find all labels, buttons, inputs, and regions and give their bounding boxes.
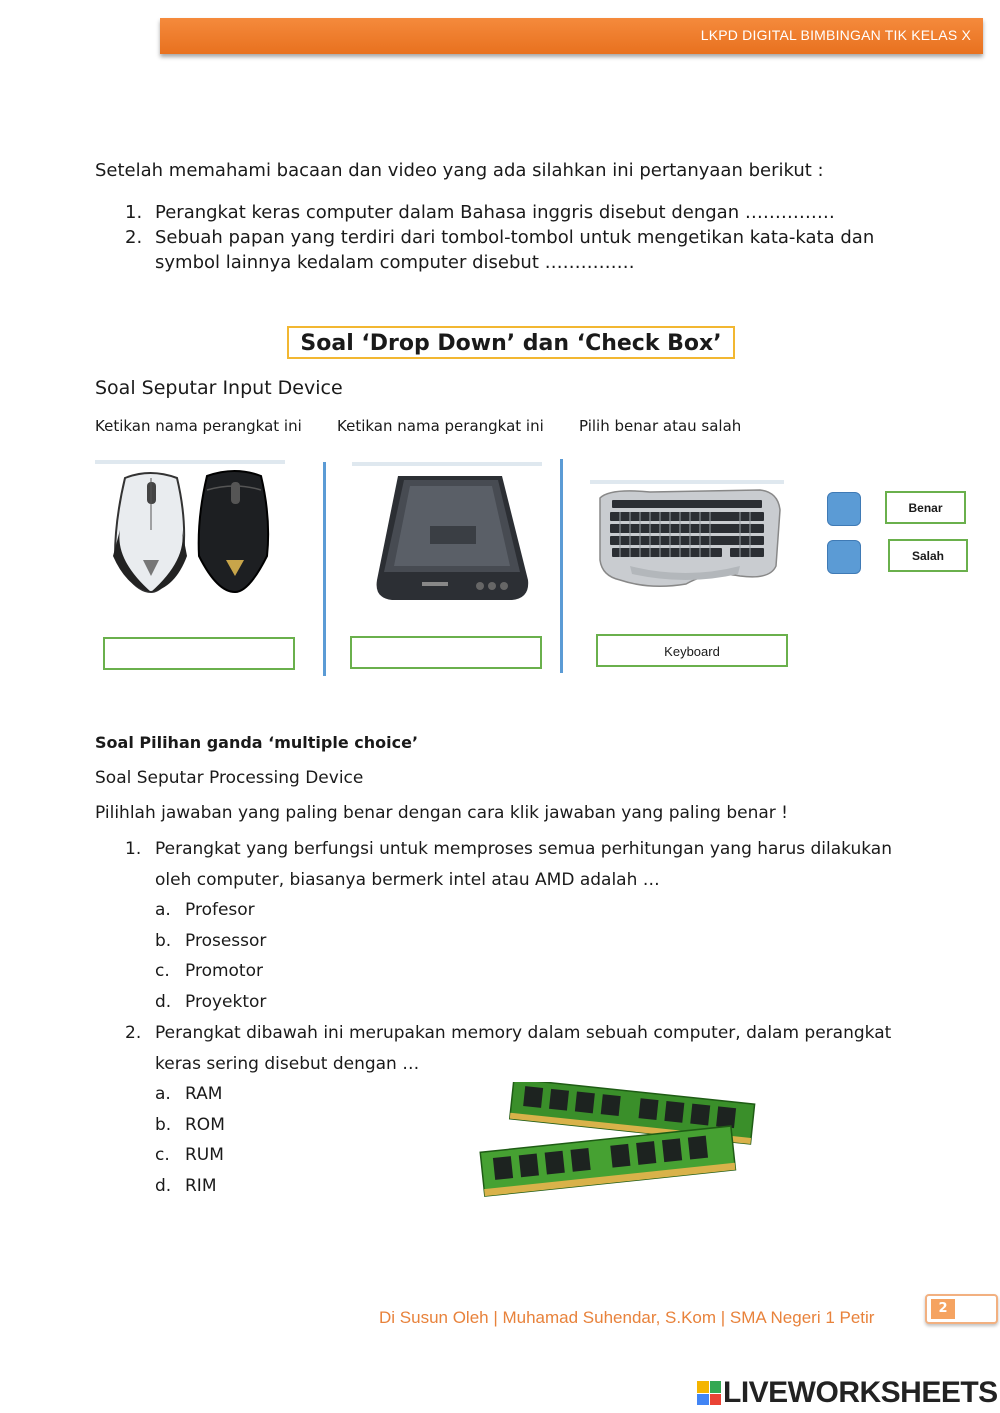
liveworksheets-logo [697,1376,998,1410]
option-1d[interactable] [155,992,266,1012]
option-text: Profesor [185,900,255,920]
mc-section-title: Soal Pilihan ganda ‘multiple choice’ [95,733,419,752]
option-text: RUM [185,1145,224,1165]
question-text: Perangkat keras computer dalam Bahasa inggris disebut dengan …………… [155,202,835,223]
answer-input-scanner[interactable] [350,636,542,669]
option-2b[interactable] [155,1115,225,1135]
option-letter: d. [155,992,172,1012]
salah-checkbox[interactable] [827,540,861,574]
option-text: Prosessor [185,931,267,951]
question-number: 2. [125,227,143,248]
answer-input-keyboard[interactable] [596,634,788,667]
mouse-image [95,460,285,600]
page-number-tab [925,1294,998,1324]
keyboard-image [590,480,784,590]
scanner-image [352,462,542,607]
option-letter: a. [155,1084,171,1104]
question-number: 2. [125,1023,142,1043]
caption-scanner: Ketikan nama perangkat ini [337,417,544,435]
answer-text: Keyboard [664,644,720,659]
salah-label: Salah [888,539,968,572]
mc-instruction: Pilihlah jawaban yang paling benar dengan cara klik jawaban yang paling benar ! [95,803,788,823]
option-letter: b. [155,1115,172,1135]
question-number: 1. [125,839,142,859]
option-text: RAM [185,1084,223,1104]
answer-input-mouse[interactable] [103,637,295,670]
caption-mouse: Ketikan nama perangkat ini [95,417,302,435]
option-2c[interactable] [155,1145,224,1165]
question-number: 1. [125,202,143,223]
option-text: Proyektor [185,992,267,1012]
option-text: RIM [185,1176,217,1196]
header-bar [160,18,983,54]
option-letter: d. [155,1176,172,1196]
option-2d[interactable] [155,1176,217,1196]
mc-section-subtitle: Soal Seputar Processing Device [95,768,364,788]
option-1c[interactable] [155,961,263,981]
question-text: Perangkat yang berfungsi untuk memproses semua perhitungan yang harus dilakukan oleh computer, biasanya bermerk intel atau AMD adalah … [155,839,892,890]
column-divider [323,462,326,676]
header-title: LKPD DIGITAL BIMBINGAN TIK KELAS X [700,27,971,43]
page-number: 2 [931,1299,955,1319]
option-1b[interactable] [155,931,266,951]
logo-blocks-icon [697,1381,721,1405]
essay-question-list [125,200,915,275]
question-text: Perangkat dibawah ini merupakan memory dalam sebuah computer, dalam perangkat keras sering disebut dengan … [155,1023,892,1074]
mc-question [125,1018,905,1080]
section-title: Soal ‘Drop Down’ dan ‘Check Box’ [287,326,735,359]
option-text: Promotor [185,961,263,981]
option-letter: c. [155,961,170,981]
essay-question [125,200,915,225]
option-1a[interactable] [155,900,255,920]
ram-image [478,1082,758,1202]
footer-credit: Di Susun Oleh | Muhamad Suhendar, S.Kom | SMA Negeri 1 Petir [379,1308,875,1327]
option-letter: c. [155,1145,170,1165]
brand-text: LIVEWORKSHEETS [723,1376,998,1409]
input-section-subtitle: Soal Seputar Input Device [95,377,343,399]
benar-checkbox[interactable] [827,492,861,526]
intro-text: Setelah memahami bacaan dan video yang ada silahkan ini pertanyaan berikut : [95,160,824,181]
option-letter: b. [155,931,172,951]
caption-keyboard: Pilih benar atau salah [579,417,742,435]
question-text: Sebuah papan yang terdiri dari tombol-tombol untuk mengetikan kata-kata dan symbol lainnya kedalam computer disebut …………… [155,227,875,273]
essay-question [125,225,915,275]
column-divider [560,459,563,673]
option-letter: a. [155,900,171,920]
option-text: ROM [185,1115,225,1135]
option-2a[interactable] [155,1084,222,1104]
mc-question [125,834,905,896]
benar-label: Benar [885,491,966,524]
